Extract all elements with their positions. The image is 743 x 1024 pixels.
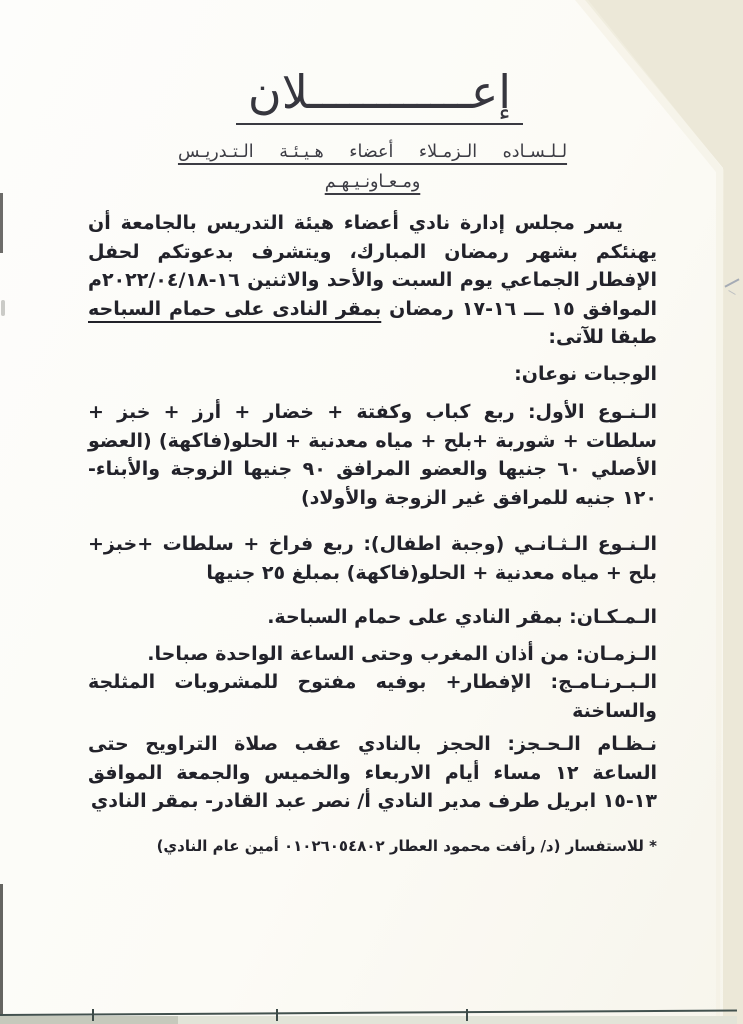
section-label: الـنـوع الـثـانـي (وجبة اطفال): <box>363 533 657 555</box>
left-edge-scan-line <box>0 193 3 253</box>
section-booking <box>88 730 657 816</box>
section-text: ربع كباب وكفتة + خضار + أرز + خبز + سلطات + شوربة +بلح + مياه معدنية + الحلو(فاكهة) (العضو الأصلي ٦٠ جنيها والعضو المرافق ٩٠ جنيها الزوجة والأبناء- ١٢٠ جنيه للمرافق غير الزوجة والأولاد) <box>88 401 657 509</box>
subtitle <box>88 137 657 197</box>
section-meal-type-1 <box>88 398 657 512</box>
meals-header: الوجبات نوعان: <box>514 362 657 385</box>
section-text: الإفطار+ بوفيه مفتوح للمشروبات المثلجة والساخنة <box>88 671 657 722</box>
subtitle-line-1: لـلـسـاده الـزمـلاء أعضاء هـيـئـة الـتـدريـس <box>177 142 568 162</box>
section-text: ربع فراخ + سلطات +خبز+ بلح + مياه معدنية + الحلو(فاكهة) بمبلغ ٢٥ جنيها <box>88 533 657 584</box>
bottom-table-tick <box>466 1009 468 1021</box>
section-label: الـنـوع الأول: <box>527 401 657 423</box>
intro-paragraph <box>88 209 657 352</box>
page-title: إعــــــــــــلان <box>236 66 523 125</box>
intro-tail: طبقا للآتى: <box>548 326 657 348</box>
section-text: من أذان المغرب وحتى الساعة الواحدة صباحا. <box>147 642 570 665</box>
section-label: الـزمـان: <box>575 642 657 665</box>
section-text: الحجز بالنادي عقب صلاة التراويح حتى الساعة ١٢ مساء أيام الاربعاء والخميس والجمعة الموافق ١٣-١٥ ابريل طرف مدير النادي أ/ نصر عبد القادر- بمقر النادي <box>88 733 657 812</box>
left-edge-smudge <box>1 300 5 316</box>
section-meal-type-2 <box>88 530 657 587</box>
contact-footnote: * للاستفسار (د/ رأفت محمود العطار ٠١٠٢٦٠٥٤٨٠٢ أمين عام النادي) <box>156 836 657 855</box>
section-label: الـبـرنـامـج: <box>550 671 657 693</box>
bottom-table-tick <box>92 1009 94 1021</box>
section-text: بمقر النادي على حمام السباحة. <box>267 606 563 628</box>
section-place <box>88 603 657 632</box>
bottom-sheet-band-dark <box>0 1016 178 1024</box>
subtitle-line-2: ومـعـاونـيـهـم <box>324 172 421 192</box>
intro-text: يسر مجلس إدارة نادي أعضاء هيئة التدريس بالجامعة أن يهنئكم بشهر رمضان المبارك، ويتشرف بدعوتكم لحفل الإفطار الجماعي يوم السبت والأحد والاثنين ١٦-٢٠٢٢/٠٤/١٨م الموافق ١٥ ـــ ١٦-١٧ رمضان <box>88 212 657 320</box>
left-edge-scan-line-lower <box>0 884 3 1014</box>
announcement-body <box>88 66 657 858</box>
intro-underlined-venue: بمقر النادى على حمام السباحه <box>88 297 382 320</box>
title-wrap <box>102 66 657 125</box>
bottom-table-tick <box>276 1009 278 1021</box>
section-label: الـمـكـان: <box>569 606 657 628</box>
section-program <box>88 668 657 725</box>
section-label: نـظـام الـحـجز: <box>507 733 658 755</box>
section-time <box>88 640 657 669</box>
